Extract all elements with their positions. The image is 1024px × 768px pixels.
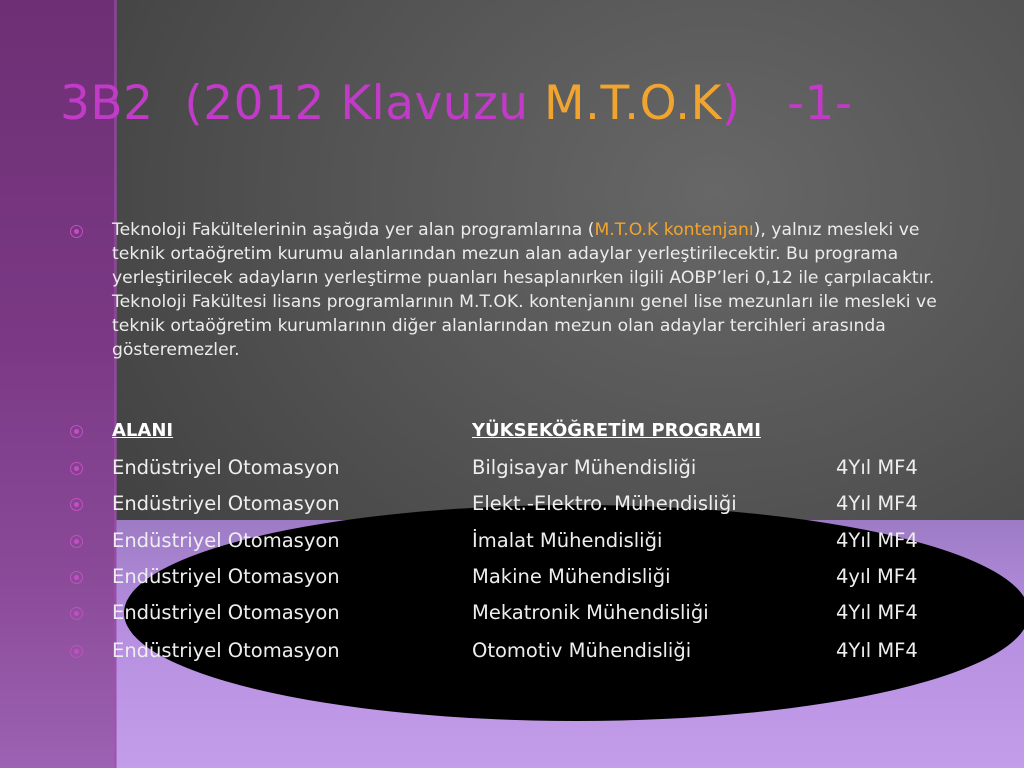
circle-dot-bullet-icon [70,645,83,658]
row-area: Endüstriyel Otomasyon [112,529,340,552]
row-area: Endüstriyel Otomasyon [112,639,340,662]
circle-dot-bullet-icon [70,498,83,511]
row-program: Elekt.-Elektro. Mühendisliği [472,492,737,515]
title-part-2: M.T.O.K [544,76,722,131]
row-program: Otomotiv Mühendisliği [472,639,692,662]
row-program: İmalat Mühendisliği [472,529,663,552]
row-area: Endüstriyel Otomasyon [112,601,340,624]
row-type: 4yıl MF4 [836,565,918,588]
title-part-3: ) -1- [721,76,853,131]
paragraph-highlight: M.T.O.K kontenjanı [594,220,754,240]
paragraph-text-before: Teknoloji Fakültelerinin aşağıda yer alan programlarına ( [112,220,595,240]
row-area: Endüstriyel Otomasyon [112,565,340,588]
intro-paragraph [112,218,972,362]
row-type: 4Yıl MF4 [836,492,918,515]
title-part-1: 3B2 (2012 Klavuzu [60,76,544,131]
circle-dot-bullet-icon [70,225,83,238]
row-type: 4Yıl MF4 [836,529,918,552]
row-type: 4Yıl MF4 [836,639,918,662]
row-program: Mekatronik Mühendisliği [472,601,709,624]
circle-dot-bullet-icon [70,607,83,620]
circle-dot-bullet-icon [70,571,83,584]
circle-dot-bullet-icon [70,462,83,475]
circle-dot-bullet-icon [70,535,83,548]
row-area: Endüstriyel Otomasyon [112,456,340,479]
header-area: ALANI [112,420,174,441]
row-type: 4Yıl MF4 [836,601,918,624]
row-type: 4Yıl MF4 [836,456,918,479]
slide-title [60,76,852,131]
row-program: Makine Mühendisliği [472,565,671,588]
header-program: YÜKSEKÖĞRETİM PROGRAMI [472,420,761,441]
row-program: Bilgisayar Mühendisliği [472,456,697,479]
circle-dot-bullet-icon [70,425,83,438]
row-area: Endüstriyel Otomasyon [112,492,340,515]
paragraph-text-after: ), yalnız mesleki ve teknik ortaöğretim kurumu alanlarından mezun alan adaylar yerleştirilecektir. Bu programa yerleştirilecek adayların yerleştirme puanları hesaplanırken ilgili AOBP’leri 0,12 ile çarpılacaktır. Teknoloji Fakültesi lisans programlarının M.T.OK. kontenjanını genel lise mezunları ile mesleki ve teknik ortaöğretim kurumlarının diğer alanlarından mezun olan adaylar tercihleri arasında gösteremezler. [112,220,937,360]
